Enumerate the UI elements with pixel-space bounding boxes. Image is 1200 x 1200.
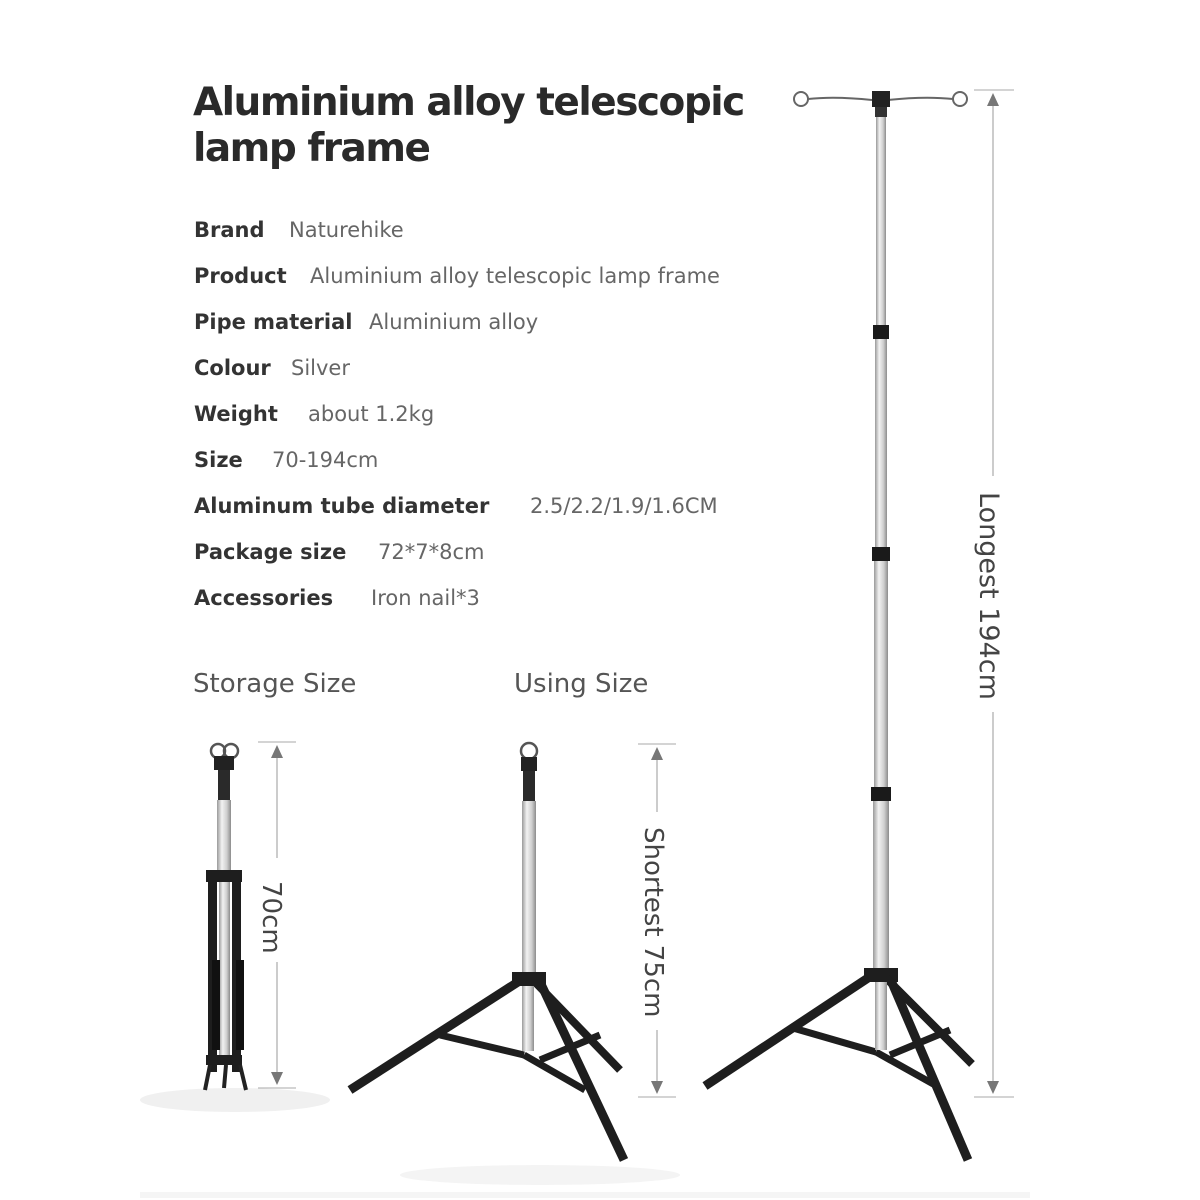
- spec-label: Weight: [194, 402, 278, 426]
- floor-line: [140, 1192, 1030, 1198]
- spec-value: about 1.2kg: [308, 402, 435, 426]
- spec-label: Pipe material: [194, 310, 353, 334]
- short-stand: [350, 743, 624, 1160]
- spec-label: Size: [194, 448, 243, 472]
- spec-value: Iron nail*3: [371, 586, 480, 610]
- spec-label: Brand: [194, 218, 265, 242]
- storage-size-label: Storage Size: [193, 669, 357, 699]
- spec-value: Aluminium alloy telescopic lamp frame: [310, 264, 720, 288]
- spec-label: Accessories: [194, 586, 334, 610]
- tall-stand: [705, 91, 972, 1160]
- spec-value: Aluminium alloy: [369, 310, 539, 334]
- spec-value: Naturehike: [289, 218, 404, 242]
- spec-value: 70-194cm: [272, 448, 379, 472]
- storage-dimension-label: 70cm: [256, 881, 286, 954]
- spec-label: Colour: [194, 356, 271, 380]
- spec-label: Product: [194, 264, 287, 288]
- floor-shadow: [400, 1165, 680, 1185]
- folded-stand: [205, 744, 246, 1090]
- spec-value: 72*7*8cm: [378, 540, 485, 564]
- floor-shadow: [140, 1088, 330, 1112]
- spec-value: Silver: [291, 356, 350, 380]
- spec-label: Package size: [194, 540, 347, 564]
- longest-dimension-label: Longest 194cm: [973, 492, 1004, 700]
- spec-value: 2.5/2.2/1.9/1.6CM: [530, 494, 718, 518]
- page-title: Aluminium alloy telescopic lamp frame: [193, 80, 744, 171]
- using-size-label: Using Size: [514, 669, 649, 699]
- spec-label: Aluminum tube diameter: [194, 494, 490, 518]
- shortest-dimension-label: Shortest 75cm: [638, 827, 668, 1018]
